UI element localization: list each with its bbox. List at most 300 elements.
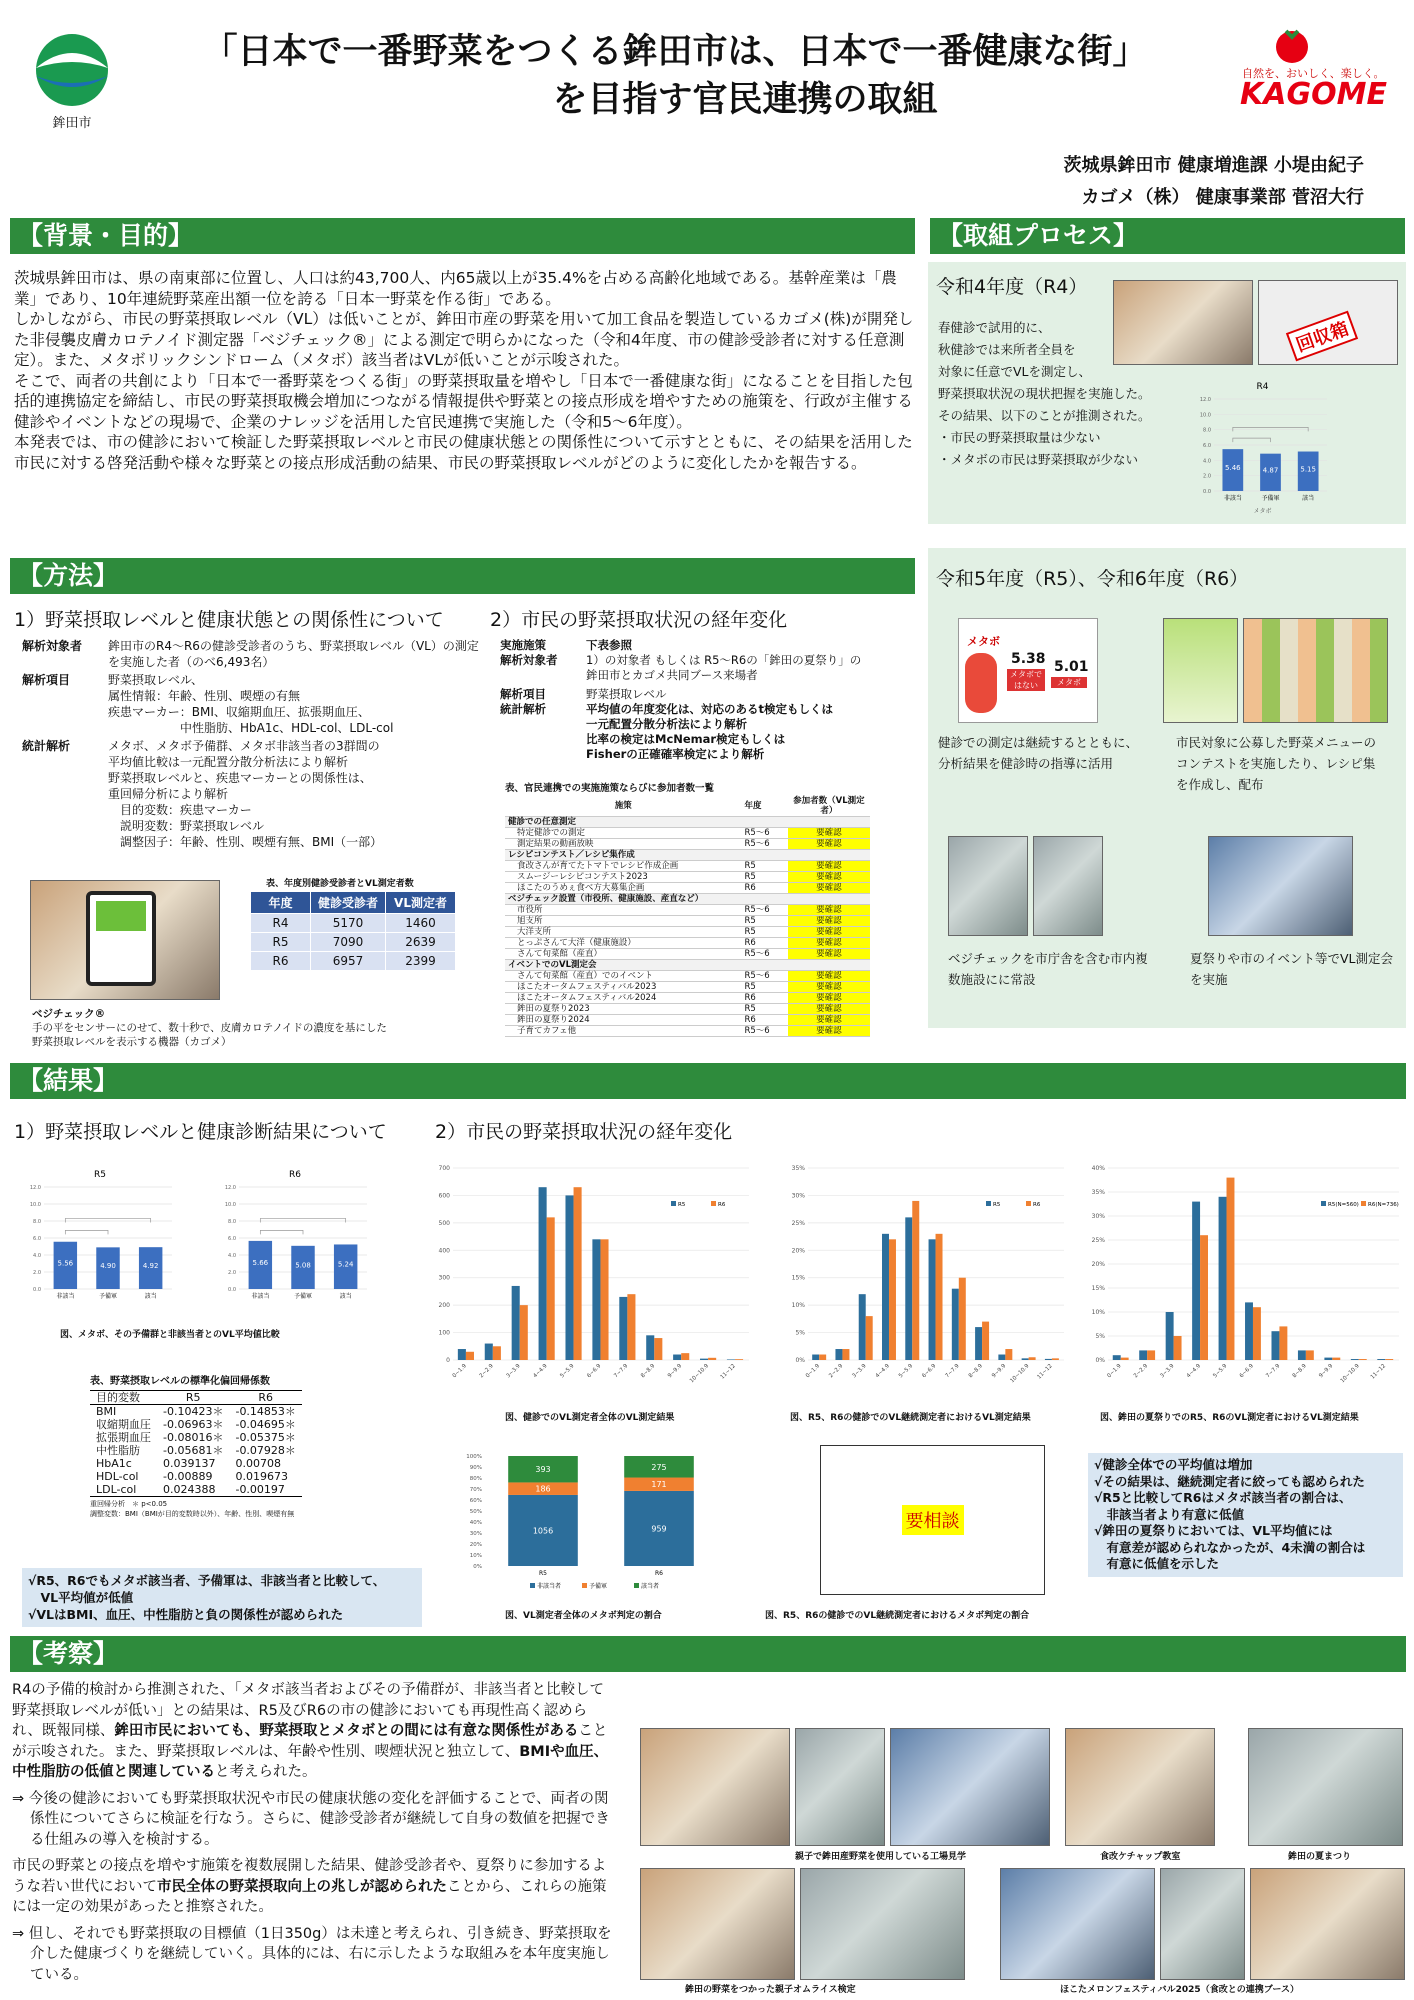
s1-value: 野菜摂取レベル、 属性情報：年齢、性別、喫煙の有無 疾患マーカー：BMI、収縮期血圧、拡張期血圧、 中性脂肪、HbA1c、HDL-col、LDL-col xyxy=(108,673,394,735)
bar xyxy=(539,1187,547,1360)
melon-festival-photo-3 xyxy=(1250,1868,1405,1980)
bar xyxy=(574,1187,582,1360)
background-p3: そこで、両者の共創により「日本で一番野菜をつくる街」の野菜摂取量を増やし「日本で一番健康な街」になることを目指した包括的連携協定を締結し、市民の野菜摂取機会増加につながる情報提供や野菜との接点形成を増やすための施策を、行政が主催する健診やイベントなどの現場で、企業のナレッジを活用した官民連携で実施した（令和5～6年度）。 xyxy=(14,371,913,431)
measures-section: レシピコンテスト／レシピ集作成 xyxy=(505,850,870,861)
collection-box-sign: 回収箱 xyxy=(1286,311,1358,362)
y-tick-label: 2.0 xyxy=(33,1270,41,1276)
x-tick-label: 4~4.9 xyxy=(1185,1363,1203,1380)
measures-cell: 要確認 xyxy=(788,828,870,839)
bar-value-label: 5.66 xyxy=(252,1258,269,1267)
legend-swatch xyxy=(1026,1201,1031,1206)
disc-text: ことから、これらの施策には一定の効果があったと推察された。 xyxy=(12,1878,607,1915)
legend-label: R6(N=736) xyxy=(1368,1202,1399,1208)
y-tick-label: 40% xyxy=(1091,1165,1105,1172)
kagome-brand: KAGOME xyxy=(1240,77,1387,112)
bar xyxy=(1279,1326,1287,1360)
reg-cell: -0.05375＊ xyxy=(235,1431,296,1444)
measures-cell: 要確認 xyxy=(788,971,870,982)
fig5-caption: 図、R5、R6の健診でのVL継続測定者におけるメタボ判定の割合 xyxy=(765,1611,1030,1621)
y-tick-label: 400 xyxy=(438,1247,450,1255)
bar xyxy=(1121,1358,1129,1360)
x-tick-label: 11~12 xyxy=(1036,1363,1054,1381)
y-tick-label: 30% xyxy=(1091,1213,1105,1220)
x-tick-label: 0~1.9 xyxy=(451,1363,468,1380)
bar xyxy=(905,1217,912,1360)
bar xyxy=(619,1297,627,1360)
measures-cell: 要確認 xyxy=(788,883,870,894)
photo-caption-4: 鉾田の野菜をつかった親子オムライス検定 xyxy=(685,1985,856,1995)
reg-cell: LDL-col xyxy=(96,1483,137,1496)
legend-label: R5(N=560) xyxy=(1328,1202,1359,1208)
methods-heading: 【方法】 xyxy=(10,558,915,594)
disc-bold: BMIや血圧、中性脂肪の低値と関連している xyxy=(12,1743,609,1780)
bar xyxy=(998,1355,1005,1360)
bar xyxy=(700,1359,708,1360)
melon-festival-photo-2 xyxy=(1160,1868,1245,1980)
y-tick-label: 700 xyxy=(438,1165,450,1172)
segment-value-label: 393 xyxy=(535,1465,551,1475)
r4-line: 春健診で試用的に、 xyxy=(938,320,1051,335)
s1-value: 鉾田市のR4～R6の健診受診者のうち、野菜摂取レベル（VL）の測定を実施した者（のべ6,493名） xyxy=(108,639,479,669)
bar xyxy=(912,1201,919,1360)
summary-line: √その結果は、継続測定者に絞っても認められた xyxy=(1094,1473,1365,1489)
x-tick-label: 5~5.9 xyxy=(1212,1363,1229,1380)
bar xyxy=(1052,1358,1059,1360)
festival-photo xyxy=(1208,836,1353,936)
r4-line: 秋健診では来所者全員を xyxy=(938,342,1076,357)
background-p1: 茨城県鉾田市は、県の南東部に位置し、人口は約43,700人、内65歳以上が35.4%を占める高齢化地域である。基幹産業は「農業」であり、10年連続野菜産出額一位を誇る「日本一野菜を作る街」である。 xyxy=(14,269,897,308)
segment-value-label: 186 xyxy=(535,1484,551,1494)
measures-cell: 特定健診での測定 xyxy=(505,828,741,839)
segment-value-label: 171 xyxy=(651,1480,667,1490)
bar xyxy=(1022,1358,1029,1360)
y-tick-label: 0.0 xyxy=(1203,489,1211,495)
city-logo-text: 鉾田市 xyxy=(52,116,92,131)
background-heading: 【背景・目的】 xyxy=(10,218,915,254)
poster-title xyxy=(150,28,1200,124)
y-tick-label: 20% xyxy=(1091,1261,1105,1268)
bar xyxy=(1385,1359,1393,1360)
measures-cell: R5 xyxy=(741,861,787,872)
r4-line: 野菜摂取状況の現状把握を実施した。 xyxy=(938,386,1151,401)
y-tick-label: 35% xyxy=(791,1165,805,1172)
td: 2639 xyxy=(386,933,456,952)
reg-cell: -0.14853＊ xyxy=(235,1405,296,1418)
s2-value: 1）の対象者 もしくは R5～R6の「鉾田の夏祭り」の 鉾田市とカゴメ共同ブース来場者 xyxy=(586,653,862,682)
measures-cell: 要確認 xyxy=(788,993,870,1004)
discussion-p2: ⇒ 今後の健診においても野菜摂取状況や市民の健康状態の変化を評価することで、両者の関係性についてさらに検証を行なう。さらに、健診受診者が継続して自身の数値を把握できる仕組みの導入を検討する。 xyxy=(12,1790,610,1848)
legend-swatch xyxy=(1321,1201,1326,1206)
x-tick-label: 11~12 xyxy=(1369,1363,1388,1381)
discussion-text xyxy=(12,1680,612,1985)
s1-value: メタボ、メタボ予備群、メタボ非該当者の3群間の 平均値比較は一元配置分散分析法により解析 野菜摂取レベルと、疾患マーカーとの関係性は、 重回帰分析により解析 目的変数：疾患マーカー 説明変数：野菜摂取レベル 調整因子：年齢、性別、喫煙有無、BMI（一部） xyxy=(108,739,383,849)
summary-line: √鉾田の夏祭りにおいては、VL平均値には xyxy=(1094,1523,1333,1538)
measures-cell: 要確認 xyxy=(788,839,870,850)
bar xyxy=(889,1239,896,1360)
measures-cell: R5～6 xyxy=(741,905,787,916)
process-r4-panel xyxy=(928,262,1406,524)
y-tick-label: 2.0 xyxy=(1203,473,1211,480)
measures-cell: R5～6 xyxy=(741,971,787,982)
bar-value-label: 4.90 xyxy=(100,1262,116,1271)
tomato-icon xyxy=(1272,25,1312,65)
reg-cell: -0.04695＊ xyxy=(235,1418,296,1431)
leaflet-title: メタボ xyxy=(967,635,1000,648)
reg-cell: -0.00197 xyxy=(235,1483,285,1496)
y-tick-label: 10.0 xyxy=(1199,412,1211,419)
methods-s2-title: 2）市民の野菜摂取状況の経年変化 xyxy=(490,609,788,631)
x-tick-label: 6~6.9 xyxy=(921,1363,938,1380)
y-tick-label: 25% xyxy=(1091,1237,1105,1244)
measures-cell: とっぷさんて大洋（健康施設） xyxy=(505,938,741,949)
process-r56-panel xyxy=(928,548,1406,1028)
measures-cell: R5 xyxy=(741,927,787,938)
ketchup-class-photo xyxy=(1065,1728,1215,1846)
discussion-p3 xyxy=(12,1856,612,1918)
leaflet-badge-2: メタボ xyxy=(1051,677,1087,688)
x-tick-label: 7~7.9 xyxy=(944,1363,961,1380)
summary-line: 有意に低値を示した xyxy=(1094,1556,1220,1571)
methods-s1-body xyxy=(22,638,482,850)
bar xyxy=(1147,1350,1155,1360)
measures-cell: R5～6 xyxy=(741,949,787,960)
reg-cell: HbA1c xyxy=(96,1457,132,1470)
results-s2-title: 2）市民の野菜摂取状況の経年変化 xyxy=(435,1121,733,1143)
s2-row xyxy=(500,653,910,683)
x-tick-label: 2~2.9 xyxy=(478,1363,495,1380)
significance-bracket xyxy=(260,1230,303,1234)
photo-caption-1: 親子で鉾田産野菜を使用している工場見学 xyxy=(795,1852,967,1862)
x-tick-label: 該当 xyxy=(144,1293,157,1300)
measures-th: 年度 xyxy=(741,796,787,817)
device-caption-3: 野菜摂取レベルを表示する機器（カゴメ） xyxy=(32,1036,232,1048)
significance-bracket xyxy=(65,1218,150,1222)
bar xyxy=(681,1353,689,1360)
recipe-leaflet-2 xyxy=(1243,618,1388,723)
results-s1-title: 1）野菜摂取レベルと健康診断結果について xyxy=(14,1121,387,1143)
s1-key: 統計解析 xyxy=(22,739,71,753)
summary-line: √健診全体での平均値は増加 xyxy=(1094,1457,1253,1472)
fig-meta-caption: 図、メタボ、その予備群と非該当者とのVL平均値比較 xyxy=(60,1330,280,1340)
s1-row xyxy=(22,738,482,850)
reg-cell: 0.019673 xyxy=(235,1470,288,1483)
legend-label: R5 xyxy=(993,1202,1001,1208)
r56-caption-3: ベジチェックを市庁舎を含む市内複数施設にに常設 xyxy=(948,951,1148,987)
bar xyxy=(1219,1197,1227,1360)
process-heading: 【取組プロセス】 xyxy=(930,218,1405,254)
measures-cell: R5 xyxy=(741,982,787,993)
y-tick-label: 40% xyxy=(469,1520,482,1526)
y-tick-label: 0.0 xyxy=(228,1287,236,1293)
reg-cell: -0.00889 xyxy=(163,1470,213,1483)
vl-distribution-festival-chart xyxy=(1080,1160,1405,1400)
reg-note-1: 重回帰分析 ＊ p<0.05 xyxy=(90,1500,168,1508)
legend-label: R6 xyxy=(1033,1202,1041,1208)
s2-key: 実施施策 xyxy=(500,638,546,652)
bar xyxy=(1227,1178,1235,1360)
device-caption-2: 手の平をセンサーにのせて、数十秒で、皮膚カロテノイドの濃度を基にした xyxy=(32,1022,387,1034)
measures-cell: 子育てカフェ他 xyxy=(505,1026,741,1037)
td: R5 xyxy=(251,933,311,952)
background-text xyxy=(14,268,914,473)
y-tick-label: 2.0 xyxy=(228,1270,236,1276)
x-tick-label: R6 xyxy=(655,1570,663,1577)
measures-cell: 鉾田の夏祭り2024 xyxy=(505,1015,741,1026)
title-line-1: 「日本で一番野菜をつくる鉾田市は、日本で一番健康な街」 xyxy=(202,32,1148,72)
td: 7090 xyxy=(311,933,386,952)
s2-value: 下表参照 xyxy=(586,638,632,652)
x-tick-label: 9~9.9 xyxy=(991,1363,1008,1380)
measures-section: 健診での任意測定 xyxy=(505,817,870,828)
measures-cell: R6 xyxy=(741,1015,787,1026)
disc-text: 市民の野菜との接点を増やす施策を複数展開した結果、健診受診者や、夏祭りに参加するような若い世代において xyxy=(12,1858,607,1895)
bar xyxy=(1271,1331,1279,1360)
bar xyxy=(1306,1350,1314,1360)
legend-swatch xyxy=(1361,1201,1366,1206)
bar xyxy=(520,1305,528,1360)
disc-bold: 鉾田市民においても、野菜摂取とメタボとの間には有意な関係性がある xyxy=(114,1723,579,1739)
reg-cell: -0.08016＊ xyxy=(163,1431,224,1444)
factory-tour-photo-1 xyxy=(640,1728,790,1846)
bar xyxy=(600,1239,608,1360)
bar xyxy=(835,1349,842,1360)
bar xyxy=(1245,1302,1253,1360)
reg-cell: -0.10423＊ xyxy=(163,1405,224,1418)
legend-swatch xyxy=(582,1583,587,1588)
s2-row xyxy=(500,638,910,653)
bar xyxy=(1174,1336,1182,1360)
measures-cell: 食改さんが育てたトマトでレシピ作成企画 xyxy=(505,861,741,872)
x-tick-label: 5~5.9 xyxy=(897,1363,915,1380)
x-tick-label: 予備軍 xyxy=(1261,495,1280,502)
y-tick-label: 4.0 xyxy=(1203,458,1211,465)
y-tick-label: 8.0 xyxy=(33,1219,41,1225)
leaflet-value-2: 5.01 xyxy=(1054,659,1089,675)
reg-cell: 0.039137 xyxy=(163,1457,216,1470)
x-tick-label: 2~2.9 xyxy=(828,1363,845,1380)
reg-cell: BMI xyxy=(96,1405,117,1418)
y-tick-label: 30% xyxy=(469,1531,482,1537)
x-tick-label: 9~9.9 xyxy=(1318,1363,1335,1380)
r56-title: 令和5年度（R5）、令和6年度（R6） xyxy=(936,568,1249,590)
y-tick-label: 50% xyxy=(469,1509,482,1515)
y-tick-label: 20% xyxy=(791,1247,805,1255)
omurice-photo-1 xyxy=(640,1868,795,1980)
x-tick-label: 4~4.9 xyxy=(532,1363,549,1380)
vegecheck-device-photo xyxy=(30,880,220,1000)
measures-cell: 要確認 xyxy=(788,938,870,949)
x-tick-label: 3~3.9 xyxy=(1159,1363,1176,1380)
x-tick-label: 8~8.9 xyxy=(1291,1363,1308,1380)
bar xyxy=(929,1239,936,1360)
td: 6957 xyxy=(311,952,386,971)
bar xyxy=(1253,1307,1261,1360)
measures-cell: R5 xyxy=(741,1004,787,1015)
y-tick-label: 10% xyxy=(1091,1309,1105,1316)
photo-caption-3: 鉾田の夏まつり xyxy=(1288,1852,1352,1862)
legend-label: 予備軍 xyxy=(589,1583,608,1590)
photo-caption-5: ほこたメロンフェスティバル2025（食改との連携ブース） xyxy=(1060,1985,1299,1995)
measures-cell: ほこたオータムフェスティバル2024 xyxy=(505,993,741,1004)
y-tick-label: 80% xyxy=(469,1476,482,1482)
legend-label: 該当者 xyxy=(641,1583,660,1590)
y-tick-label: 100 xyxy=(438,1329,450,1337)
bar xyxy=(458,1349,466,1360)
leaflet-badge-1: メタボではない xyxy=(1007,669,1045,691)
measures-cell: 要確認 xyxy=(788,861,870,872)
measures-cell: 測定結果の動画放映 xyxy=(505,839,741,850)
segment-value-label: 275 xyxy=(651,1462,667,1472)
bar xyxy=(1332,1358,1340,1360)
author-2: カゴメ（株） 健康事業部 菅沼大行 xyxy=(1081,187,1364,208)
y-tick-label: 5% xyxy=(1095,1333,1105,1340)
measures-cell: R5 xyxy=(741,916,787,927)
disc-text: ことが示唆された。また、野菜摂取レベルは、年齢や性別、喫煙状況と独立して、 xyxy=(12,1723,608,1760)
r56-caption-2: 市民対象に公募した野菜メニューのコンテストを実施したり、レシピ集を作成し、配布 xyxy=(1176,735,1377,792)
measures-cell: R5～6 xyxy=(741,828,787,839)
s1-row xyxy=(22,672,482,736)
y-tick-label: 0% xyxy=(795,1357,805,1364)
bar xyxy=(1200,1235,1208,1360)
r56-caption-1: 健診での測定は継続するとともに、分析結果を健診時の指導に活用 xyxy=(938,735,1139,771)
background-p2: しかしながら、市民の野菜摂取レベル（VL）は低いことが、鉾田市産の野菜を用いて加工食品を製造しているカゴメ(株)が開発した非侵襲皮膚カロテノイド測定器「ベジチェック®」による測定で明らかになった（令和4年度、市の健診受診者に対する任意測定）。また、メタボリックシンドローム（メタボ）該当者はVLが低いことが示唆された。 xyxy=(14,310,914,369)
fig4-caption: 図、VL測定者全体のメタボ判定の割合 xyxy=(505,1611,662,1621)
r5-vl-chart xyxy=(20,1165,180,1315)
measures-cell: スムージーレシピコンテスト2023 xyxy=(505,872,741,883)
bar xyxy=(654,1338,662,1360)
s2-row xyxy=(500,702,910,762)
x-tick-label: 予備軍 xyxy=(293,1293,313,1300)
reg-cell: -0.05681＊ xyxy=(163,1444,224,1457)
x-tick-label: 0~1.9 xyxy=(1106,1363,1123,1380)
bar xyxy=(1005,1349,1012,1360)
reg-cell: -0.07928＊ xyxy=(235,1444,296,1457)
bar xyxy=(735,1359,743,1360)
bar xyxy=(859,1294,866,1360)
y-tick-label: 30% xyxy=(791,1192,805,1200)
x-tick-label: 5~5.9 xyxy=(559,1363,576,1380)
reg-cell: 収縮期血圧 xyxy=(96,1418,151,1431)
city-logo xyxy=(22,28,122,131)
x-tick-label: 3~3.9 xyxy=(851,1363,868,1380)
y-tick-label: 5% xyxy=(795,1329,805,1337)
bar xyxy=(866,1316,873,1360)
r4-line: ・市民の野菜摂取量は少ない xyxy=(938,430,1101,445)
discussion-p4: ⇒ 但し、それでも野菜摂取の目標値（1日350g）は未達と考えられ、引き続き、野菜摂取を介した健康づくりを継続していく。具体的には、右に示したような取組みを本年度実施している。 xyxy=(12,1925,612,1983)
s1-key: 解析対象者 xyxy=(22,639,83,653)
reg-th: R6 xyxy=(258,1391,274,1404)
legend-swatch xyxy=(711,1201,716,1206)
leaflet-mascot xyxy=(965,653,997,713)
y-tick-label: 100% xyxy=(466,1454,482,1460)
x-tick-label: 10~10.9 xyxy=(1009,1363,1031,1385)
bar-value-label: 5.46 xyxy=(1225,464,1241,473)
x-tick-label: 3~3.9 xyxy=(505,1363,522,1380)
kagome-logo xyxy=(1220,25,1400,115)
measures-cell: 鉾田の夏祭り2023 xyxy=(505,1004,741,1015)
measures-cell: 要確認 xyxy=(788,872,870,883)
measures-cell: ほこたオータムフェスティバル2023 xyxy=(505,982,741,993)
measures-cell: 要確認 xyxy=(788,1004,870,1015)
vl-distribution-all-chart xyxy=(425,1160,755,1400)
y-tick-label: 6.0 xyxy=(1203,443,1211,449)
s2-key: 統計解析 xyxy=(500,702,546,716)
r4-line: 対象に任意でVLを測定し、 xyxy=(938,364,1092,379)
bar xyxy=(812,1355,819,1360)
significance-bracket xyxy=(260,1218,345,1222)
y-tick-label: 25% xyxy=(791,1219,805,1227)
bar xyxy=(982,1322,989,1360)
y-tick-label: 4.0 xyxy=(228,1253,236,1259)
x-axis-label: メタボ xyxy=(1253,508,1272,515)
consult-label: 要相談 xyxy=(902,1505,964,1535)
bar xyxy=(936,1234,943,1360)
x-tick-label: 非該当 xyxy=(1223,495,1242,502)
bar xyxy=(882,1234,889,1360)
results-summary-1 xyxy=(22,1568,422,1627)
bar xyxy=(1029,1357,1036,1360)
vl-count-table-title: 表、年度別健診受診者とVL測定者数 xyxy=(266,879,414,889)
y-tick-label: 8.0 xyxy=(228,1219,236,1225)
bar xyxy=(727,1359,735,1360)
regression-table xyxy=(90,1372,302,1519)
x-tick-label: R5 xyxy=(539,1570,547,1577)
discussion-p1 xyxy=(12,1680,612,1783)
measures-cell: ほこたのうめぇ食べ方大募集企画 xyxy=(505,883,741,894)
y-tick-label: 20% xyxy=(469,1542,482,1548)
y-tick-label: 0% xyxy=(1095,1357,1105,1364)
measures-cell: 要確認 xyxy=(788,1015,870,1026)
y-tick-label: 0.0 xyxy=(33,1287,41,1293)
segment-value-label: 1056 xyxy=(532,1526,554,1536)
td: 5170 xyxy=(311,914,386,933)
reg-title: 表、野菜摂取レベルの標準化偏回帰係数 xyxy=(90,1376,270,1387)
reg-cell: 拡張期血圧 xyxy=(96,1431,151,1444)
reg-cell: 0.024388 xyxy=(163,1483,216,1496)
r6-vl-chart xyxy=(215,1165,375,1315)
th: 健診受診者 xyxy=(311,892,386,914)
x-tick-label: 非該当 xyxy=(251,1293,270,1300)
x-tick-label: 予備軍 xyxy=(98,1293,118,1300)
x-tick-label: 9~9.9 xyxy=(666,1363,684,1380)
summary-line: VL平均値が低値 xyxy=(28,1590,134,1605)
methods-s1-title: 1）野菜摂取レベルと健康状態との関係性について xyxy=(14,609,444,631)
factory-tour-photo-2 xyxy=(795,1728,885,1846)
bar xyxy=(1298,1350,1306,1360)
bar xyxy=(1113,1355,1121,1360)
bar xyxy=(485,1344,493,1360)
disc-bold: 市民全体の野菜摂取向上の兆しが認められた xyxy=(157,1878,447,1895)
legend-label: R6 xyxy=(718,1202,726,1208)
device-caption xyxy=(32,1007,387,1049)
r4-title: 令和4年度（R4） xyxy=(936,276,1088,298)
y-tick-label: 6.0 xyxy=(228,1236,236,1242)
bar xyxy=(547,1217,555,1360)
results-heading: 【結果】 xyxy=(10,1063,1406,1099)
title-line-2: を目指す官民連携の取組 xyxy=(552,80,938,120)
bar xyxy=(1324,1358,1332,1360)
s2-value: 平均値の年度変化は、対応のあるt検定もしくは 一元配置分散分析法により解析 比率の検定はMcNemar検定もしくは Fisherの正確確率検定により解析 xyxy=(586,702,833,761)
legend-swatch xyxy=(986,1201,991,1206)
melon-festival-photo-1 xyxy=(1000,1868,1155,1980)
y-tick-label: 500 xyxy=(438,1219,450,1227)
x-tick-label: 非該当 xyxy=(56,1293,75,1300)
bar xyxy=(1045,1359,1052,1360)
bar xyxy=(1359,1359,1367,1360)
bar xyxy=(1351,1359,1359,1360)
x-tick-label: 8~8.9 xyxy=(967,1363,984,1380)
measures-cell: さんて旬菜館（産直）でのイベント xyxy=(505,971,741,982)
